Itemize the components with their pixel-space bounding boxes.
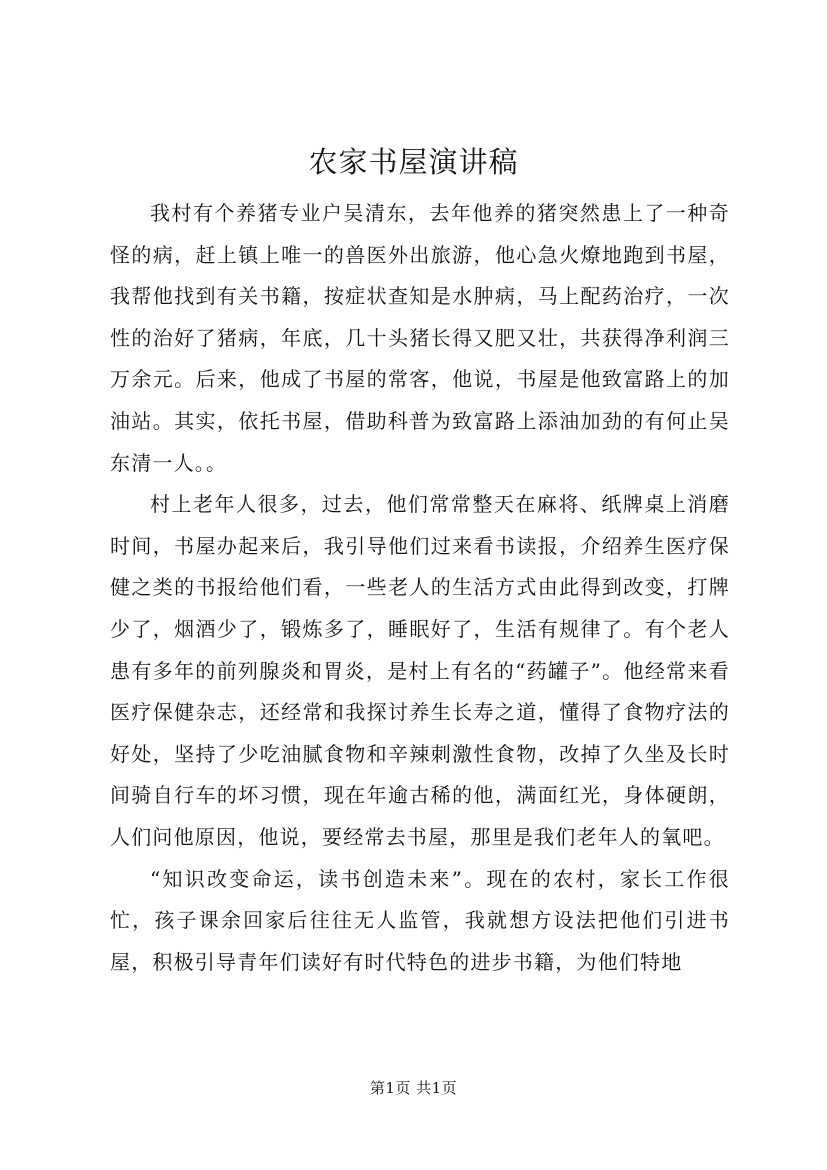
paragraph-1: 我村有个养猪专业户吴清东，去年他养的猪突然患上了一种奇怪的病，赶上镇上唯一的兽医外出旅游，他心急火燎地跑到书屋，我帮他找到有关书籍，按症状查知是水肿病，马上配药治疗，一次性的治好了猪病，年底，几十头猪长得又肥又壮，共获得净利润三万余元。后来，他成了书屋的常客，他说，书屋是他致富路上的加油站。其实，依托书屋，借助科普为致富路上添油加劲的有何止吴东清一人。。 xyxy=(110,201,730,475)
document-title: 农家书屋演讲稿 xyxy=(308,145,519,179)
paragraph-2: 村上老年人很多，过去，他们常常整天在麻将、纸牌桌上消磨时间，书屋办起来后，我引导他们过来看书读报，介绍养生医疗保健之类的书报给他们看，一些老人的生活方式由此得到改变，打牌少了，烟酒少了，锻炼多了，睡眠好了，生活有规律了。有个老人患有多年的前列腺炎和胃炎，是村上有名的“药罐子”。他经常来看医疗保健杂志，还经常和我探讨养生长寿之道，懂得了食物疗法的好处，坚持了少吃油腻食物和辛辣刺激性食物，改掉了久坐及长时间骑自行车的坏习惯，现在年逾古稀的他，满面红光，身体硬朗，人们问他原因，他说，要经常去书屋，那里是我们老年人的氧吧。 xyxy=(110,492,730,849)
document-body xyxy=(110,193,730,983)
page-footer: 第1页 共1页 xyxy=(369,1079,458,1097)
paragraph-3: “知识改变命运，读书创造未来”。现在的农村，家长工作很忙，孩子课余回家后往往无人监管，我就想方设法把他们引进书屋，积极引导青年们读好有时代特色的进步书籍，为他们特地 xyxy=(110,866,730,974)
